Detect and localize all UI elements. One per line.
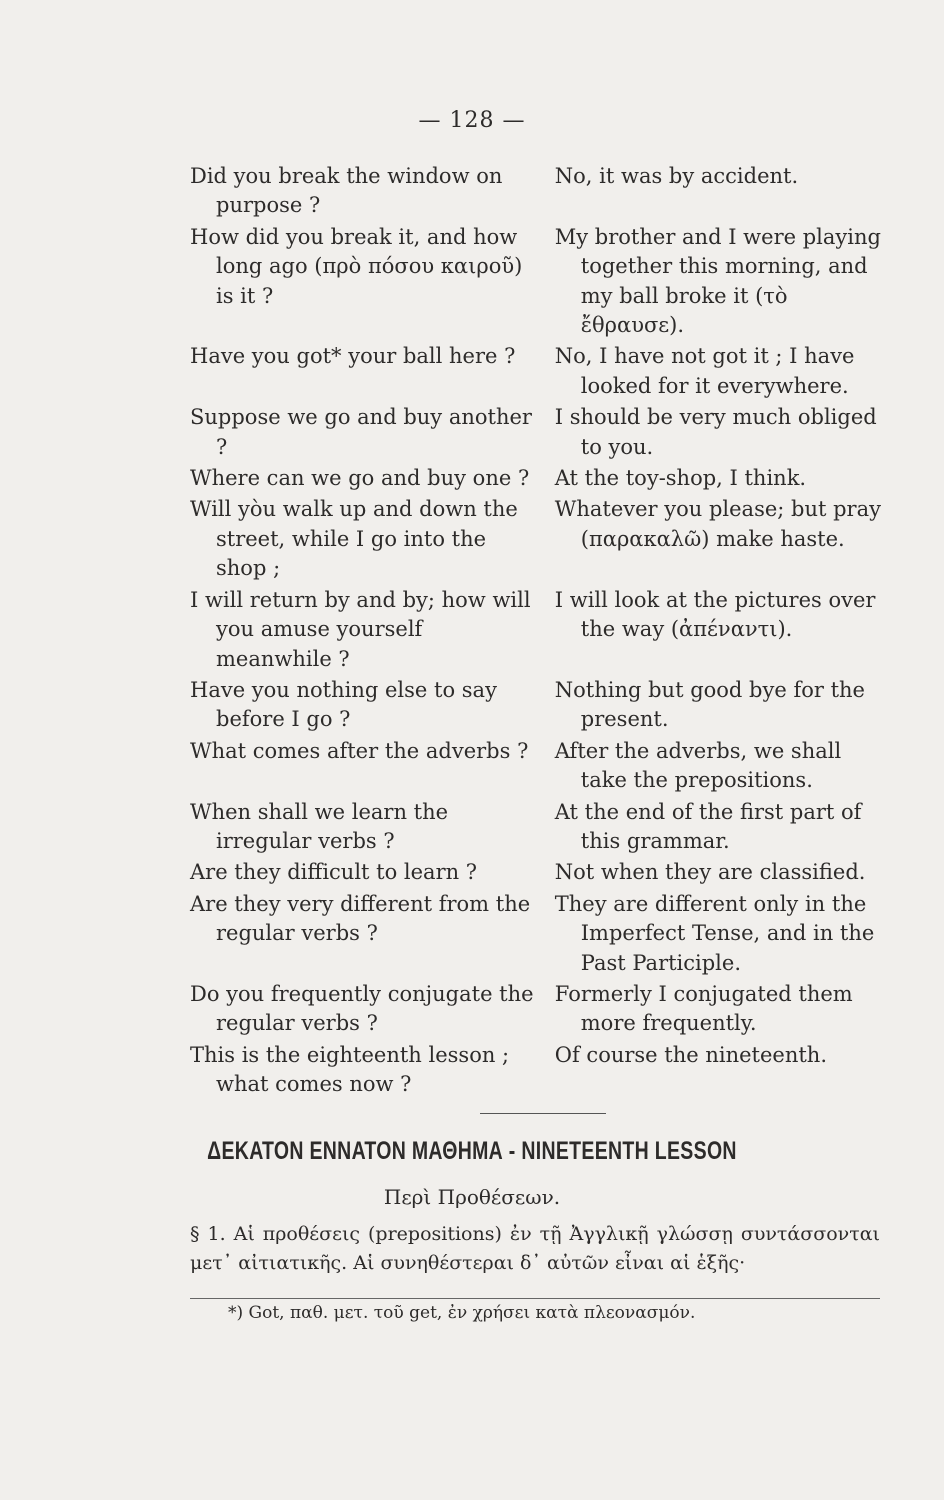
question: Have you nothing else to say before I go ? [190, 677, 497, 732]
question: Suppose we go and buy another ? [190, 405, 532, 459]
page-number: — 128 — [418, 108, 526, 133]
dialogue-row [190, 980, 890, 1039]
answer: Formerly I conjugated them more frequently. [554, 981, 853, 1036]
question: Are they very different from the regular verbs ? [190, 891, 531, 946]
dialogue-row [190, 464, 890, 493]
answer: I should be very much obliged to you. [554, 405, 877, 459]
dialogue-row [190, 223, 890, 341]
answer: Nothing but good bye for the present. [554, 677, 865, 732]
answer: Whatever you please; but pray (παρακαλῶ) make haste. [554, 497, 881, 551]
question: How did you break it, and how long ago (πρὸ πόσου καιροῦ) is it ? [190, 224, 523, 308]
answer: I will look at the pictures over the way (ἀπέναντι). [554, 587, 876, 642]
footnote: *) Got, παθ. μετ. τοῦ get, ἐν χρήσει κατὰ πλεονασμόν. [228, 1303, 696, 1323]
dialogue-row [190, 858, 890, 887]
question: This is the eighteenth lesson ; what comes now ? [190, 1042, 510, 1097]
question: Where can we go and buy one ? [190, 466, 530, 491]
question: I will return by and by; how will you amuse yourself meanwhile ? [190, 587, 531, 671]
answer: Not when they are classified. [554, 860, 866, 885]
question: Did you break the window on purpose ? [190, 164, 503, 218]
dialogue-row [190, 586, 890, 674]
question: When shall we learn the irregular verbs ? [190, 799, 449, 853]
dialogue-row [190, 495, 890, 583]
dialogue-row [190, 162, 890, 221]
answer: No, it was by accident. [554, 164, 799, 188]
question: Will yòu walk up and down the street, while I go into the shop ; [190, 497, 518, 581]
answer: They are different only in the Imperfect Tense, and in the Past Participle. [554, 891, 875, 975]
lesson-title: ΔΕΚΑΤΟΝ ΕΝΝΑΤΟΝ ΜΑΘΗΜΑ - NINETEENTH LESSON [207, 1137, 737, 1165]
footnote-divider [190, 1298, 880, 1299]
question: Do you frequently conjugate the regular verbs ? [190, 981, 534, 1036]
lesson-subtitle: Περὶ Προθέσεων. [383, 1185, 561, 1209]
answer: After the adverbs, we shall take the prepositions. [554, 738, 842, 793]
question: Have you got* your ball here ? [190, 344, 516, 369]
dialogue [190, 162, 890, 1102]
answer: At the end of the first part of this grammar. [554, 799, 862, 853]
answer: No, I have not got it ; I have looked for it everywhere. [554, 344, 855, 398]
dialogue-row [190, 890, 890, 978]
dialogue-row [190, 737, 890, 796]
answer: My brother and I were playing together this morning, and my ball broke it (τὸ ἔθραυσε). [554, 224, 881, 338]
dialogue-row [190, 1041, 890, 1100]
section-divider [480, 1113, 606, 1114]
answer: Of course the nineteenth. [554, 1042, 827, 1067]
question: Are they difficult to learn ? [190, 860, 478, 885]
dialogue-row [190, 403, 890, 462]
dialogue-row [190, 676, 890, 735]
dialogue-row [190, 798, 890, 857]
question: What comes after the adverbs ? [190, 738, 529, 763]
lesson-paragraph: § 1. Αἱ προθέσεις (prepositions) ἐν τῇ Ἀγγλικῇ γλώσσῃ συντάσσονται μετ᾽ αἰτιατικῆς. Αἱ συνηθέστεραι δ᾽ αὐτῶν εἶναι αἱ ἑξῆς· [190, 1223, 880, 1274]
dialogue-row [190, 342, 890, 401]
answer: At the toy-shop, I think. [554, 466, 807, 491]
